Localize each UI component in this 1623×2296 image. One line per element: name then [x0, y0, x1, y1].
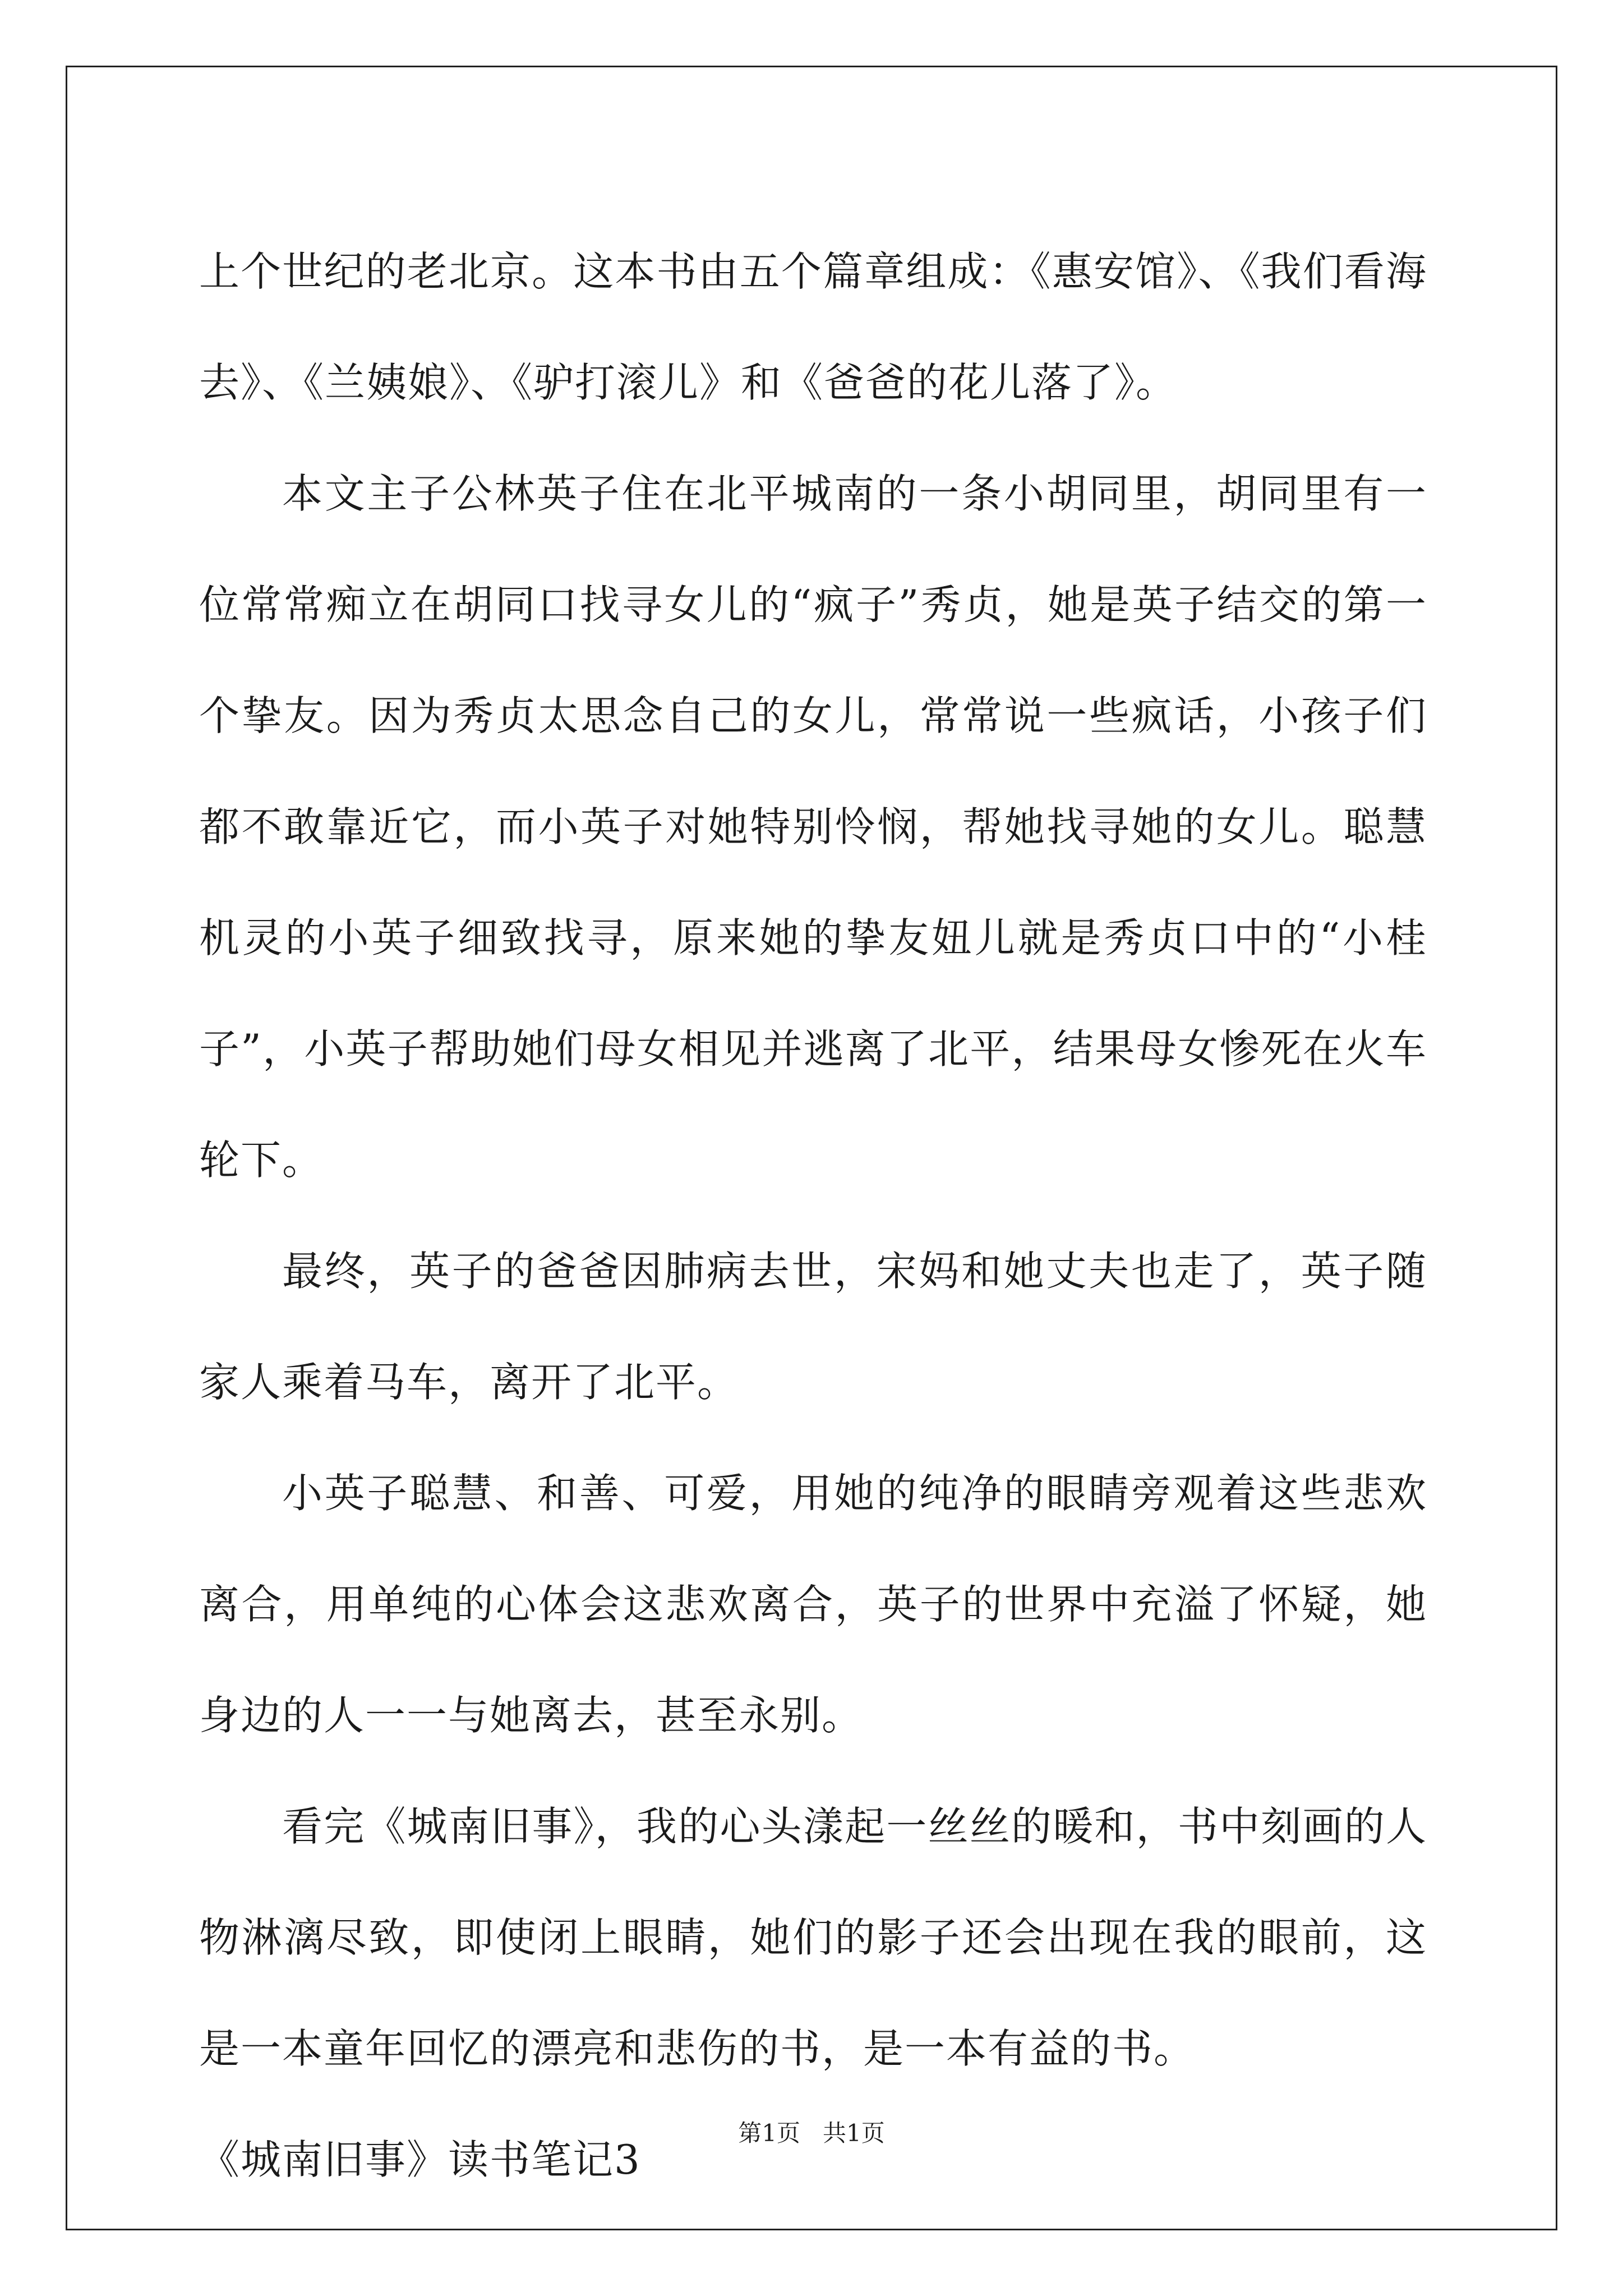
paragraph-1: 上个世纪的老北京。这本书由五个篇章组成：《惠安馆》、《我们看海去》、《兰姨娘》、《驴打滚儿》和《爸爸的花儿落了》。: [199, 248, 1427, 406]
paragraph-4: 小英子聪慧、和善、可爱，用她的纯净的眼睛旁观着这些悲欢离合，用单纯的心体会这悲欢离合，英子的世界中充溢了怀疑，她身边的人一一与她离去，甚至永别。: [199, 1470, 1427, 1739]
section-heading: 《城南旧事》读书笔记3: [199, 2136, 641, 2183]
document-body: [199, 216, 1427, 2215]
page-total: 共1页: [823, 2119, 885, 2147]
paragraph-5: 看完《城南旧事》，我的心头漾起一丝丝的暖和，书中刻画的人物淋漓尽致，即使闭上眼睛，她们的影子还会出现在我的眼前，这是一本童年回忆的漂亮和悲伤的书，是一本有益的书。: [199, 1803, 1427, 2072]
paragraph-3: 最终，英子的爸爸因肺病去世，宋妈和她丈夫也走了，英子随家人乘着马车，离开了北平。: [199, 1248, 1427, 1406]
page-footer: [0, 2116, 1623, 2150]
paragraph-2: 本文主子公林英子住在北平城南的一条小胡同里，胡同里有一位常常痴立在胡同口找寻女儿的“疯子”秀贞，她是英子结交的第一个挚友。因为秀贞太思念自己的女儿，常常说一些疯话，小孩子们都不敢靠近它，而小英子对她特别怜悯，帮她找寻她的女儿。聪慧机灵的小英子细致找寻，原来她的挚友妞儿就是秀贞口中的“小桂子”，小英子帮助她们母女相见并逃离了北平，结果母女惨死在火车轮下。: [199, 470, 1427, 1184]
page-number: 第1页: [738, 2119, 800, 2147]
